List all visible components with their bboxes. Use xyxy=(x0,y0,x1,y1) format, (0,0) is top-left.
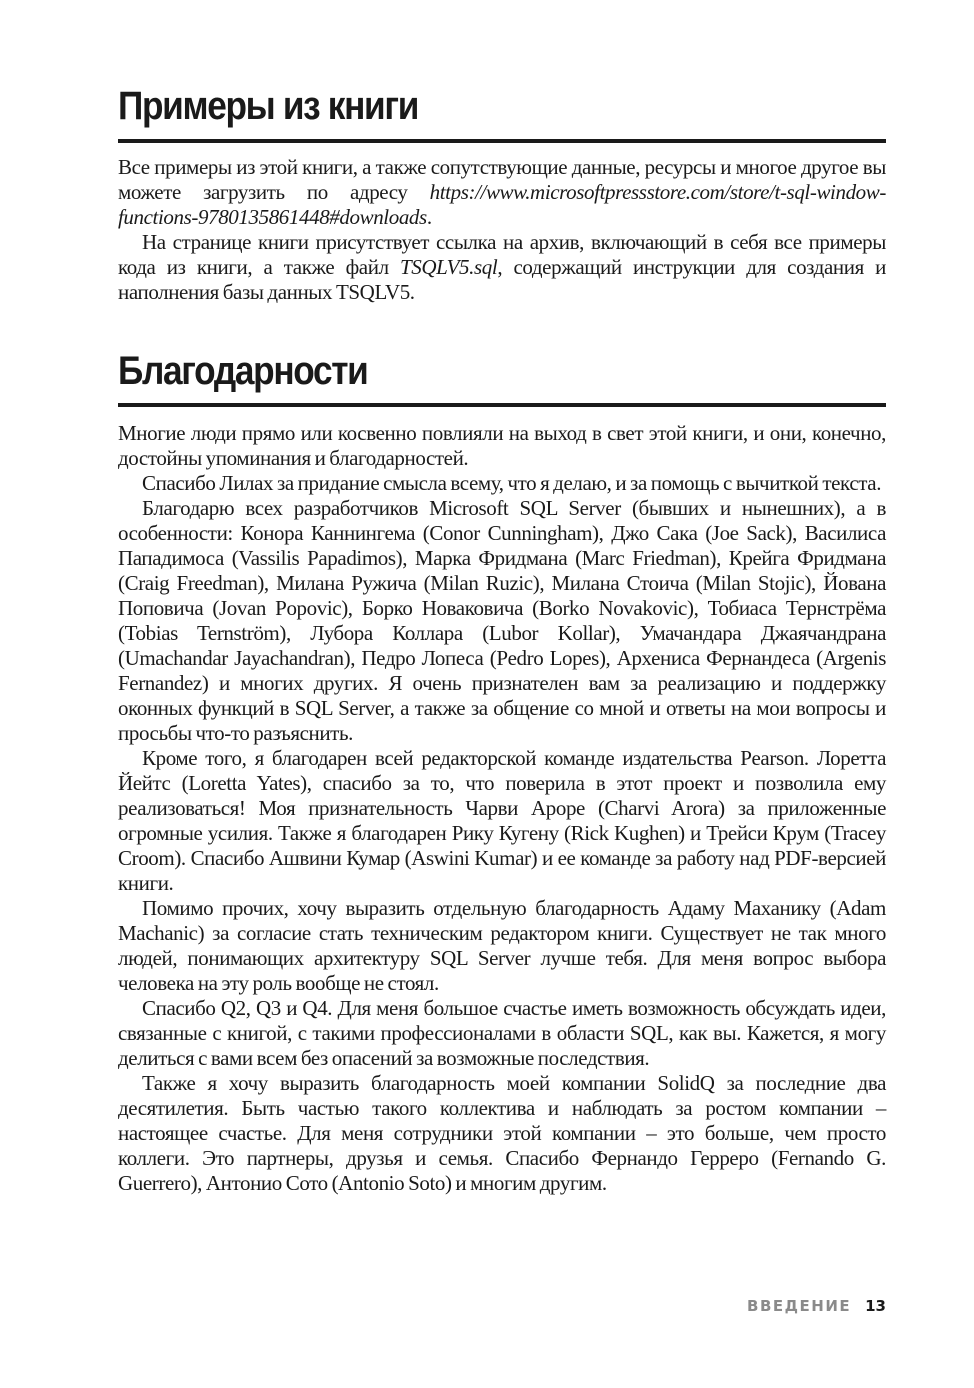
heading-rule xyxy=(118,403,886,407)
ack-paragraph: Помимо прочих, хочу выразить отдельную благодарность Адаму Маханику (Adam Machanic) за согласие стать техническим редактором книги. Существует не так много людей, понимающих архитектуру SQL Server лучше тебя. Для меня вопрос выбора человека на эту роль вообще не стоял. xyxy=(118,896,886,995)
paragraph-text: . xyxy=(426,205,432,229)
paragraph-text: Все примеры из этой книги, а также сопутствующие данные, ресурсы и многое другое вы можете загрузить по адресу xyxy=(118,155,886,204)
paragraph-text: , содержащий инструкции для создания и наполнения базы данных TSQLV5. xyxy=(118,255,886,304)
running-section-title: ВВЕДЕНИЕ xyxy=(747,1297,852,1315)
examples-paragraph-2 xyxy=(118,230,886,305)
section-acknowledgements xyxy=(118,347,886,395)
download-link[interactable]: https://www.microsoftpressstore.com/store/t-sql-window-functions-9780135861448#downloads xyxy=(118,180,886,229)
ack-paragraph: Многие люди прямо или косвенно повлияли на выход в свет этой книги, и они, конечно, достойны упоминания и благодарностей. xyxy=(118,421,886,470)
acknowledgements-body xyxy=(118,421,886,1196)
heading-rule xyxy=(118,139,886,143)
heading-examples: Примеры из книги xyxy=(118,84,419,128)
heading-acknowledgements: Благодарности xyxy=(118,349,368,393)
ack-paragraph: Также я хочу выразить благодарность моей компании SolidQ за последние два десятилетия. Быть частью такого коллектива и наблюдать за ростом компании – настоящее счастье. Для меня сотрудники этой компании – это больше, чем просто коллеги. Это партнеры, друзья и семья. Спасибо Фернандо Герреро (Fernando G. Guerrero), Антонио Сото (Antonio Soto) и многим другим. xyxy=(118,1071,886,1195)
section-examples xyxy=(118,82,886,130)
ack-paragraph: Кроме того, я благодарен всей редакторской команде издательства Pearson. Лоретта Йейтс (Loretta Yates), спасибо за то, что поверила в этот проект и позволила ему реализоваться! Моя признательность Чарви Ароре (Charvi Arora) за приложенные огромные усилия. Также я благодарен Рику Кугену (Rick Kughen) и Трейси Крум (Tracey Croom). Спасибо Ашвини Кумар (Aswini Kumar) и ее команде за работу над PDF-версией книги. xyxy=(118,746,886,895)
examples-body xyxy=(118,155,886,305)
page-footer xyxy=(747,1297,886,1315)
paragraph-text: На странице книги присутствует ссылка на архив, включающий в себя все примеры кода из книги, а также файл xyxy=(118,230,886,279)
examples-paragraph-1 xyxy=(118,155,886,230)
ack-paragraph: Спасибо Лилах за придание смысла всему, что я делаю, и за помощь с вычиткой текста. xyxy=(142,471,882,495)
ack-paragraph: Спасибо Q2, Q3 и Q4. Для меня большое счастье иметь возможность обсуждать идеи, связанные с книгой, с такими профессионалами в области SQL, как вы. Кажется, я могу делиться с вами всем без опасений за возможные последствия. xyxy=(118,996,886,1070)
file-name: TSQLV5.sql xyxy=(399,255,498,279)
page-number: 13 xyxy=(865,1297,886,1315)
ack-paragraph: Благодарю всех разработчиков Microsoft SQL Server (бывших и нынешних), а в особенности: Конора Каннингема (Conor Cunningham), Джо Сака (Joe Sack), Василиса Пападимоса (Vassilis Papadimos), Марка Фридмана (Marc Friedman), Крейга Фридмана (Craig Freedman), Милана Ружича (Milan Ruzic), Милана Стоича (Milan Stojic), Йована Поповича (Jovan Popovic), Борко Новаковича (Borko Novakovic), Тобиаса Тернстрёма (Tobias Ternström), Лубора Коллара (Lubor Kollar), Умачандара Джаячандрана (Umachandar Jayachandran), Педро Лопеса (Pedro Lopes), Архениса Фернандеса (Argenis Fernandez) и многих других. Я очень признателен вам за реализацию и поддержку оконных функций в SQL Server, а также за общение со мной и ответы на мои вопросы и просьбы что-то разъяснить. xyxy=(118,496,886,745)
